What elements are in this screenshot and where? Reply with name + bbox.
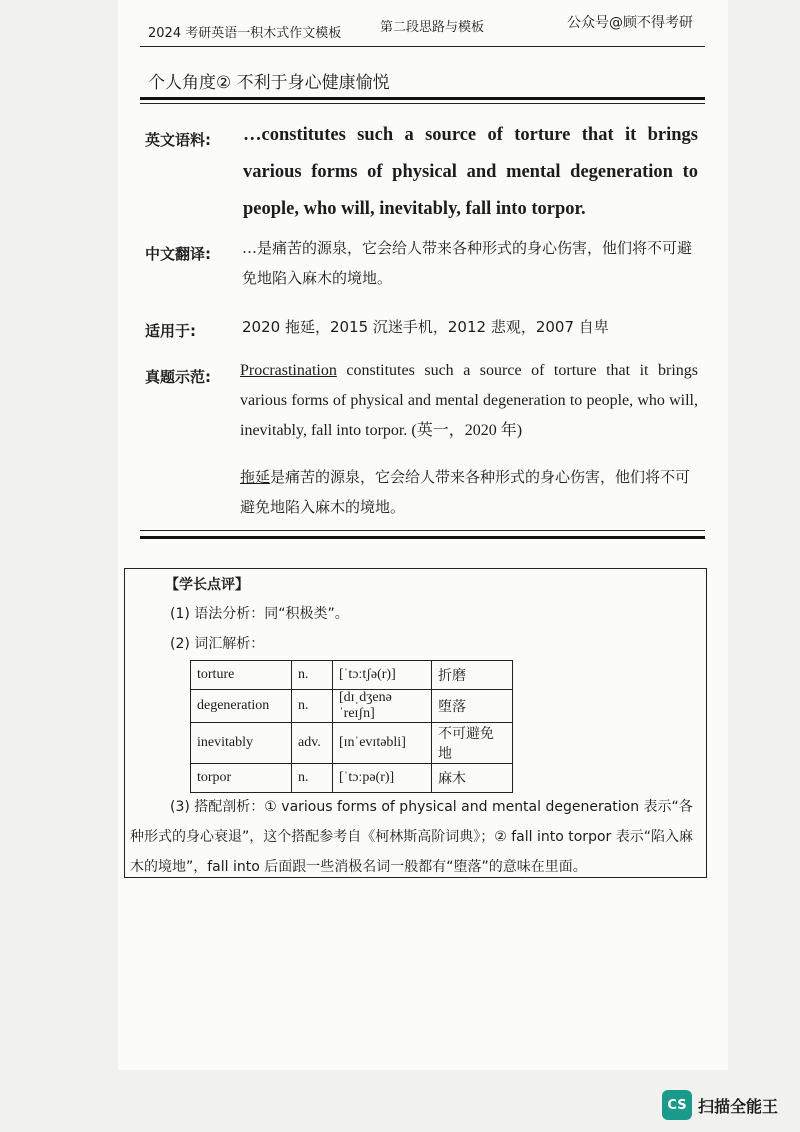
example-keyword-en: Procrastination [240,362,337,379]
review-title: 【学长点评】 [165,577,249,593]
table-row [191,690,513,723]
grammar-analysis: (1) 语法分析：同“积极类”。 [170,606,349,622]
vocab-ipa: [ɪnˈevɪtəbli] [333,723,432,764]
applies-label: 适用于: [145,322,196,340]
vocab-meaning: 堕落 [432,690,513,723]
section-divider-thin [140,530,705,531]
watermark-text: 扫描全能王 [698,1096,779,1116]
vocab-pos: n. [292,764,333,793]
example-keyword-cn: 拖延 [240,468,271,486]
vocab-word: torture [191,661,292,690]
vocab-pos: n. [292,661,333,690]
chinese-translation: …是痛苦的源泉，它会给人带来各种形式的身心伤害，他们将不可避免地陷入麻木的境地。 [242,239,693,287]
vocab-meaning: 麻木 [432,764,513,793]
section-divider-thick [140,536,705,539]
english-label: 英文语料: [145,131,211,149]
header-divider [140,46,705,47]
section-title: 个人角度② 不利于身心健康愉悦 [148,73,390,93]
table-row [191,723,513,764]
vocab-heading: (2) 词汇解析： [170,636,265,652]
vocab-word: inevitably [191,723,292,764]
scanner-watermark [662,1090,778,1120]
vocab-pos: n. [292,690,333,723]
title-divider-thick [140,97,705,100]
vocab-table [190,660,513,793]
camscanner-logo-icon: CS [662,1090,692,1120]
vocab-word: torpor [191,764,292,793]
english-corpus: …constitutes such a source of torture that it brings various forms of physical and mental degeneration to people, who will, inevitably, fall into torpor. [243,125,698,219]
applies-text: 2020 拖延，2015 沉迷手机，2012 悲观，2007 自卑 [242,318,609,336]
page-header [148,12,703,40]
table-row [191,661,513,690]
header-chapter: 第二段思路与模板 [380,20,485,35]
example-label: 真题示范: [145,368,211,386]
example-english-rest: constitutes such a source of torture that it brings various forms of physical and mental degeneration to people, who will, inevitably, fall into torpor. (英一，2020 年) [240,362,698,439]
example-english [240,356,698,446]
vocab-word: degeneration [191,690,292,723]
collocation-analysis: (3) 搭配剖析：① various forms of physical and mental degeneration 表示“各种形式的身心衰退”，这个搭配参考自《柯林斯高阶词典》；② fall into torpor 表示“陷入麻木的境地”，fall into 后面跟一些消极名词一般都有“堕落”的意味在里面。 [130,799,693,875]
table-row [191,764,513,793]
example-chinese [240,462,698,522]
vocab-meaning: 折磨 [432,661,513,690]
header-book-title: 2024 考研英语一积木式作文模板 [148,26,342,41]
title-divider-thin [140,103,705,104]
header-account: 公众号@顾不得考研 [567,15,693,31]
vocab-ipa: [ˈtɔːpə(r)] [333,764,432,793]
example-chinese-rest: 是痛苦的源泉，它会给人带来各种形式的身心伤害，他们将不可避免地陷入麻木的境地。 [240,468,691,516]
vocab-ipa: [ˈtɔːtʃə(r)] [333,661,432,690]
vocab-pos: adv. [292,723,333,764]
chinese-label: 中文翻译: [145,245,211,263]
vocab-meaning: 不可避免地 [432,723,513,764]
vocab-ipa: [dɪˌdʒenəˈreɪʃn] [333,690,432,723]
